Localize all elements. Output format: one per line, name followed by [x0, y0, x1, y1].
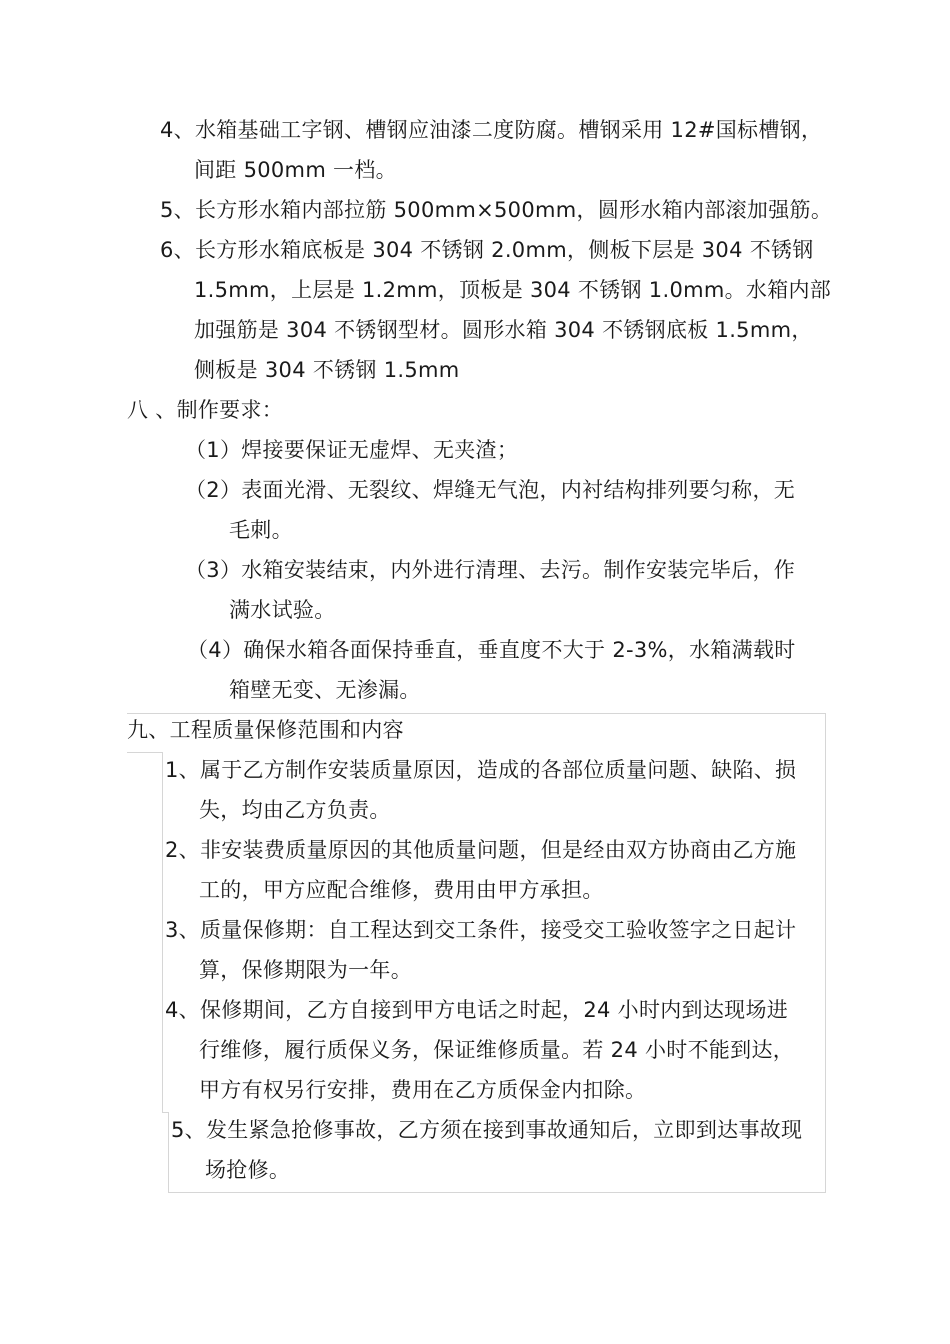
- section-9-item-3-line-1: 3、质量保修期：自工程达到交工条件，接受交工验收签字之日起计: [165, 918, 797, 942]
- section-9-item-3-line-2: 算，保修期限为一年。: [199, 958, 412, 982]
- item-5-line-1: 5、长方形水箱内部拉筋 500mm×500mm，圆形水箱内部滚加强筋。: [160, 198, 833, 222]
- section-8-item-4-line-2: 箱壁无变、无渗漏。: [229, 678, 421, 702]
- item-6-line-2: 1.5mm，上层是 1.2mm，顶板是 304 不锈钢 1.0mm。水箱内部: [194, 278, 832, 302]
- section-8-item-3-line-2: 满水试验。: [229, 598, 336, 622]
- section-9-item-5-line-1: 5、发生紧急抢修事故，乙方须在接到事故通知后，立即到达事故现: [171, 1118, 803, 1142]
- section-8-item-2-line-1: （2）表面光滑、无裂纹、焊缝无气泡，内衬结构排列要匀称，无: [185, 478, 796, 502]
- section-9-item-5-line-2: 场抢修。: [205, 1158, 291, 1182]
- section-8-item-1-line-1: （1）焊接要保证无虚焊、无夹渣；: [185, 438, 519, 462]
- section-9-heading: 九、工程质量保修范围和内容: [127, 718, 404, 742]
- section-9-item-2-line-2: 工的，甲方应配合维修，费用由甲方承担。: [199, 878, 604, 902]
- section-8-item-2-line-2: 毛刺。: [229, 518, 293, 542]
- section-9-item-4-line-2: 行维修，履行质保义务，保证维修质量。若 24 小时不能到达，: [199, 1038, 795, 1062]
- box-inner-left-border: [162, 752, 163, 1112]
- section-9-item-4-line-1: 4、保修期间，乙方自接到甲方电话之时起，24 小时内到达现场进: [165, 998, 789, 1022]
- section-8-item-4-line-1: （4）确保水箱各面保持垂直，垂直度不大于 2-3%，水箱满载时: [187, 638, 796, 662]
- box-lower-left-border: [168, 1112, 169, 1193]
- item-6-line-1: 6、长方形水箱底板是 304 不锈钢 2.0mm，侧板下层是 304 不锈钢: [160, 238, 814, 262]
- box-right-border: [825, 713, 826, 1193]
- box-inner-top-border: [127, 752, 162, 753]
- item-4-line-2: 间距 500mm 一档。: [194, 158, 397, 182]
- section-9-item-2-line-1: 2、非安装费质量原因的其他质量问题，但是经由双方协商由乙方施: [165, 838, 797, 862]
- item-6-line-3: 加强筋是 304 不锈钢型材。圆形水箱 304 不锈钢底板 1.5mm，: [194, 318, 813, 342]
- item-6-line-4: 侧板是 304 不锈钢 1.5mm: [194, 358, 460, 382]
- section-9-item-4-line-3: 甲方有权另行安排，费用在乙方质保金内扣除。: [199, 1078, 647, 1102]
- item-4-line-1: 4、水箱基础工字钢、槽钢应油漆二度防腐。槽钢采用 12#国标槽钢，: [160, 118, 823, 142]
- section-8-item-3-line-1: （3）水箱安装结束，内外进行清理、去污。制作安装完毕后，作: [185, 558, 796, 582]
- box-top-border: [127, 713, 826, 714]
- section-9-item-1-line-2: 失，均由乙方负责。: [199, 798, 391, 822]
- section-9-item-1-line-1: 1、属于乙方制作安装质量原因，造成的各部位质量问题、缺陷、损: [165, 758, 797, 782]
- box-bottom-border: [168, 1192, 826, 1193]
- section-8-heading: 八 、制作要求：: [127, 398, 284, 422]
